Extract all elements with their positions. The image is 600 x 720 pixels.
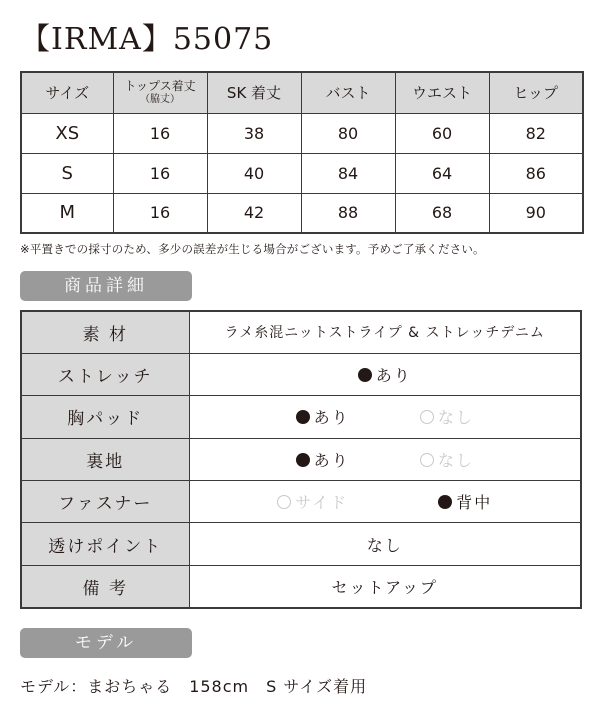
table-cell: 16 xyxy=(113,193,207,233)
detail-table xyxy=(20,310,582,609)
detail-row-zipper xyxy=(21,481,581,523)
table-cell: 86 xyxy=(489,153,583,193)
option-selected xyxy=(296,405,350,428)
detail-key: 胸パッド xyxy=(21,396,189,438)
detail-value: なし xyxy=(189,523,581,565)
detail-row-material xyxy=(21,311,581,353)
size-label: XS xyxy=(21,113,113,153)
section-tab-model: モデル xyxy=(20,628,192,658)
table-cell: 84 xyxy=(301,153,395,193)
option-label: あり xyxy=(313,450,350,470)
detail-row-stretch xyxy=(21,353,581,395)
detail-row-sheer xyxy=(21,523,581,565)
empty-circle-icon xyxy=(420,453,434,467)
table-cell: 40 xyxy=(207,153,301,193)
detail-row-remarks xyxy=(21,565,581,607)
header-top-length-sub: （脇丈） xyxy=(140,94,180,106)
detail-value xyxy=(189,481,581,523)
detail-value xyxy=(189,438,581,480)
measurement-note: ※平置きでの採寸のため、多少の誤差が生じる場合がございます。予めご了承ください。 xyxy=(20,242,485,256)
option-selected xyxy=(358,363,412,386)
table-cell: 16 xyxy=(113,113,207,153)
detail-value: ラメ糸混ニットストライプ & ストレッチデニム xyxy=(189,311,581,353)
option-label: なし xyxy=(437,450,474,470)
header-top-length-label: トップス着丈 xyxy=(124,79,196,94)
table-cell: 80 xyxy=(301,113,395,153)
table-cell: 60 xyxy=(395,113,489,153)
table-row xyxy=(21,193,583,233)
header-top-length xyxy=(113,72,207,113)
size-label: S xyxy=(21,153,113,193)
size-label: M xyxy=(21,193,113,233)
detail-key: 透けポイント xyxy=(21,523,189,565)
size-table-header xyxy=(21,72,583,113)
header-size: サイズ xyxy=(21,72,113,113)
table-row xyxy=(21,153,583,193)
table-cell: 16 xyxy=(113,153,207,193)
option-label: あり xyxy=(313,408,350,428)
option-label: サイド xyxy=(295,493,349,513)
option-label: 背中 xyxy=(456,493,493,513)
option-label: なし xyxy=(437,408,474,428)
option-label: あり xyxy=(375,366,412,386)
option-selected xyxy=(296,448,350,471)
table-cell: 82 xyxy=(489,113,583,153)
table-cell: 38 xyxy=(207,113,301,153)
header-bust: バスト xyxy=(301,72,395,113)
detail-key: 裏地 xyxy=(21,438,189,480)
detail-key: 備 考 xyxy=(21,565,189,607)
detail-row-lining xyxy=(21,438,581,480)
header-waist: ウエスト xyxy=(395,72,489,113)
table-cell: 88 xyxy=(301,193,395,233)
table-cell: 42 xyxy=(207,193,301,233)
table-cell: 68 xyxy=(395,193,489,233)
table-row xyxy=(21,113,583,153)
detail-value: セットアップ xyxy=(189,565,581,607)
option-unselected xyxy=(420,405,474,428)
header-hip: ヒップ xyxy=(489,72,583,113)
table-cell: 64 xyxy=(395,153,489,193)
section-tab-details: 商品詳細 xyxy=(20,271,192,301)
detail-row-pad xyxy=(21,396,581,438)
model-info: モデル：まおちゃる 158cm S サイズ着用 xyxy=(20,677,368,696)
detail-key: 素 材 xyxy=(21,311,189,353)
filled-circle-icon xyxy=(296,453,310,467)
filled-circle-icon xyxy=(438,495,452,509)
detail-key: ファスナー xyxy=(21,481,189,523)
size-table xyxy=(20,71,584,234)
product-title: 【IRMA】55075 xyxy=(20,22,274,57)
filled-circle-icon xyxy=(296,410,310,424)
detail-value xyxy=(189,396,581,438)
option-selected xyxy=(438,490,492,513)
detail-value xyxy=(189,353,581,395)
option-unselected xyxy=(277,490,348,513)
header-sk-length: SK 着丈 xyxy=(207,72,301,113)
filled-circle-icon xyxy=(358,368,372,382)
detail-key: ストレッチ xyxy=(21,353,189,395)
option-unselected xyxy=(420,448,474,471)
empty-circle-icon xyxy=(420,410,434,424)
empty-circle-icon xyxy=(277,495,291,509)
table-cell: 90 xyxy=(489,193,583,233)
